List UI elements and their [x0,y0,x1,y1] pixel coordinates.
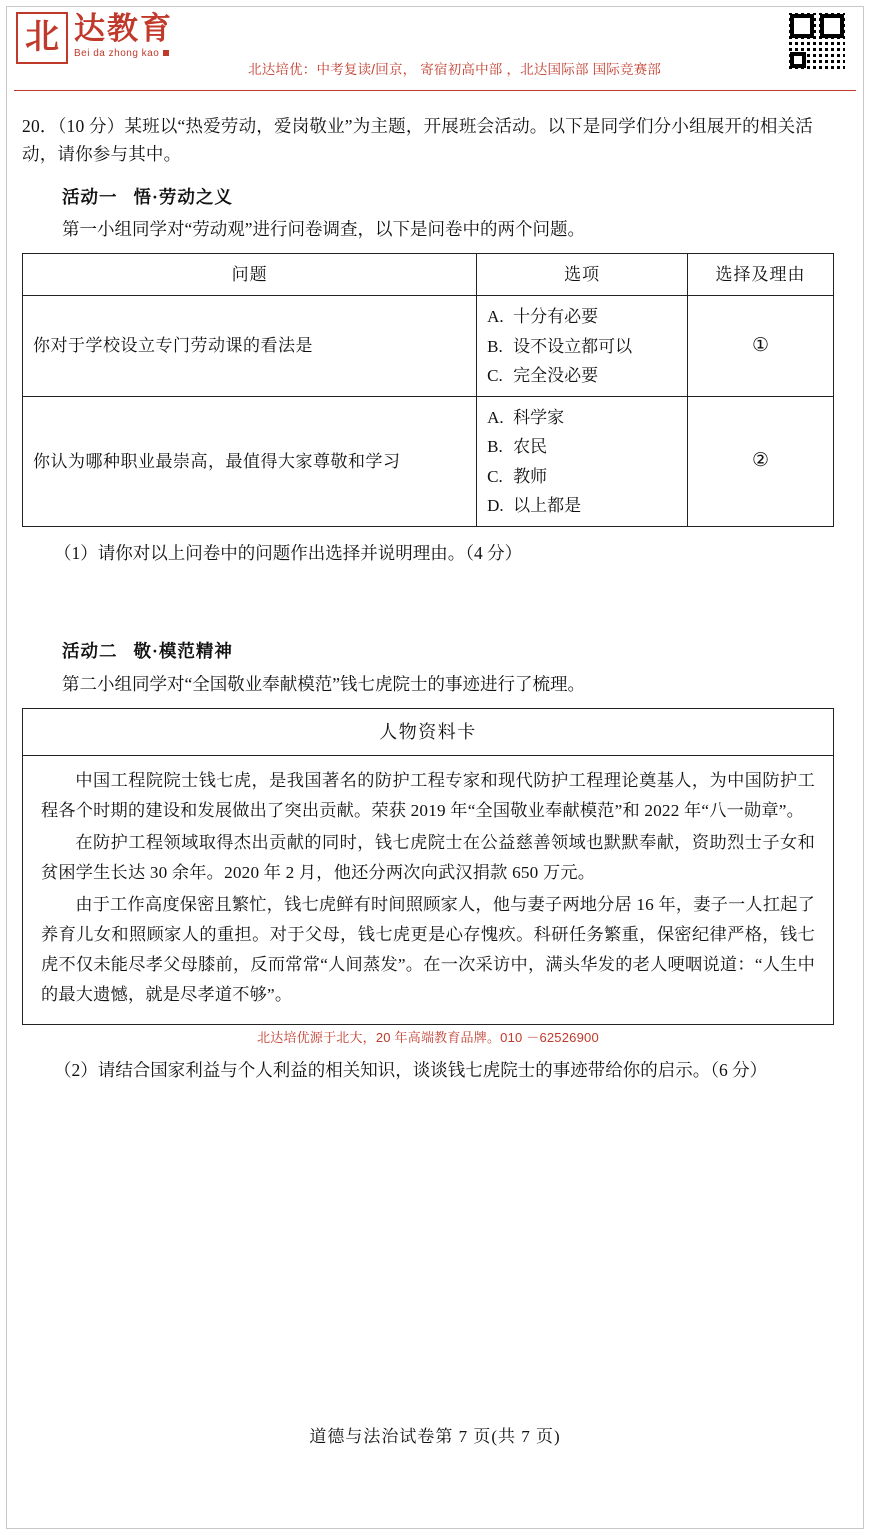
question-stem [22,112,834,169]
answer-space-1 [22,567,834,623]
question-score: （10 分） [57,116,125,136]
row1-options [477,296,688,397]
qr-code-icon [786,10,848,72]
row2-question: 你认为哪种职业最崇高，最值得大家尊敬和学习 [23,397,477,527]
profile-card-title: 人物资料卡 [23,709,833,756]
brand-logo [16,12,173,64]
card-paragraph: 由于工作高度保密且繁忙，钱七虎鲜有时间照顾家人，他与妻子两地分居 16 年，妻子一人扛起了养育儿女和照顾家人的重担。对于父母，钱七虎更是心存愧疚。科研任务繁重，保密纪律严格，钱七虎不仅未能尽孝父母膝前，反而常常“人间蒸发”。在一次采访中，满头华发的老人哽咽说道：“人生中的最大遗憾，就是尽孝道不够”。 [41,894,815,1004]
header-divider [14,90,856,91]
row1-question: 你对于学校设立专门劳动课的看法是 [23,296,477,397]
row2-option-b: B. 农民 [487,437,548,457]
logo-text [74,12,173,59]
activity-one-intro: 第一小组同学对“劳动观”进行问卷调查，以下是问卷中的两个问题。 [62,219,586,240]
activity-two-title-sub: 敬·模范精神 [133,641,233,662]
profile-card [22,708,834,1025]
table-row [23,296,834,397]
row1-reason-marker: ① [688,296,834,397]
sub-question-2: （2）请结合国家利益与个人利益的相关知识，谈谈钱七虎院士的事迹带给你的启示。（6 分） [54,1059,768,1080]
exam-content [0,92,870,1084]
header-slogan: 北达培优：中考复读/回京， 寄宿初高中部 ，北达国际部 国际竞赛部 [248,62,662,77]
activity-one-title [62,183,834,211]
survey-table [22,253,834,527]
table-header-options: 选项 [477,254,688,296]
row2-reason-marker: ② [688,397,834,527]
question-stem-text: 某班以“热爱劳动，爱岗敬业”为主题，开展班会活动。以下是同学们分小组展开的相关活动，请你参与其中。 [22,116,813,165]
logo-pinyin: Bei da zhong kao [74,48,173,59]
row1-option-a: A. 十分有必要 [487,307,599,327]
row2-option-c: C. 教师 [487,466,548,486]
table-header-reason: 选择及理由 [688,254,834,296]
sub-question-1: （1）请你对以上问卷中的问题作出选择并说明理由。（4 分） [54,543,523,564]
page-footer: 道德与法治试卷第 7 页(共 7 页) [309,1427,561,1446]
page-header [0,0,870,92]
row2-option-a: A. 科学家 [487,408,565,428]
table-row [23,397,834,527]
table-header-question: 问题 [23,254,477,296]
activity-one-title-sub: 悟·劳动之义 [133,186,233,207]
question-number: 20． [22,116,58,136]
activity-two-intro: 第二小组同学对“全国敬业奉献模范”钱七虎院士的事迹进行了梳理。 [62,673,586,694]
row2-options [477,397,688,527]
activity-two-title [62,637,834,665]
logo-seal-icon: 北 [16,12,68,64]
logo-square-icon [163,50,169,56]
row1-option-c: C. 完全没必要 [487,365,599,385]
row2-option-d: D. 以上都是 [487,495,582,515]
table-header-row [23,254,834,296]
row1-option-b: B. 设不设立都可以 [487,336,633,356]
logo-chinese-name: 达教育 [74,11,173,46]
activity-one-title-main: 活动一 [62,186,118,207]
card-paragraph: 中国工程院院士钱七虎，是我国著名的防护工程专家和现代防护工程理论奠基人，为中国防护工程各个时期的建设和发展做出了突出贡献。荣获 2019 年“全国敬业奉献模范”和 2022 年“八一勋章”。 [41,771,815,821]
card-paragraph: 在防护工程领域取得杰出贡献的同时，钱七虎院士在公益慈善领域也默默奉献，资助烈士子女和贫困学生长达 30 余年。2020 年 2 月，他还分两次向武汉捐款 650 万元。 [41,833,815,882]
activity-two-title-main: 活动二 [62,641,118,662]
watermark-text: 北达培优源于北大，20 年高端教育品牌。010 －62526900 [257,1029,599,1045]
profile-card-body [23,756,833,1023]
